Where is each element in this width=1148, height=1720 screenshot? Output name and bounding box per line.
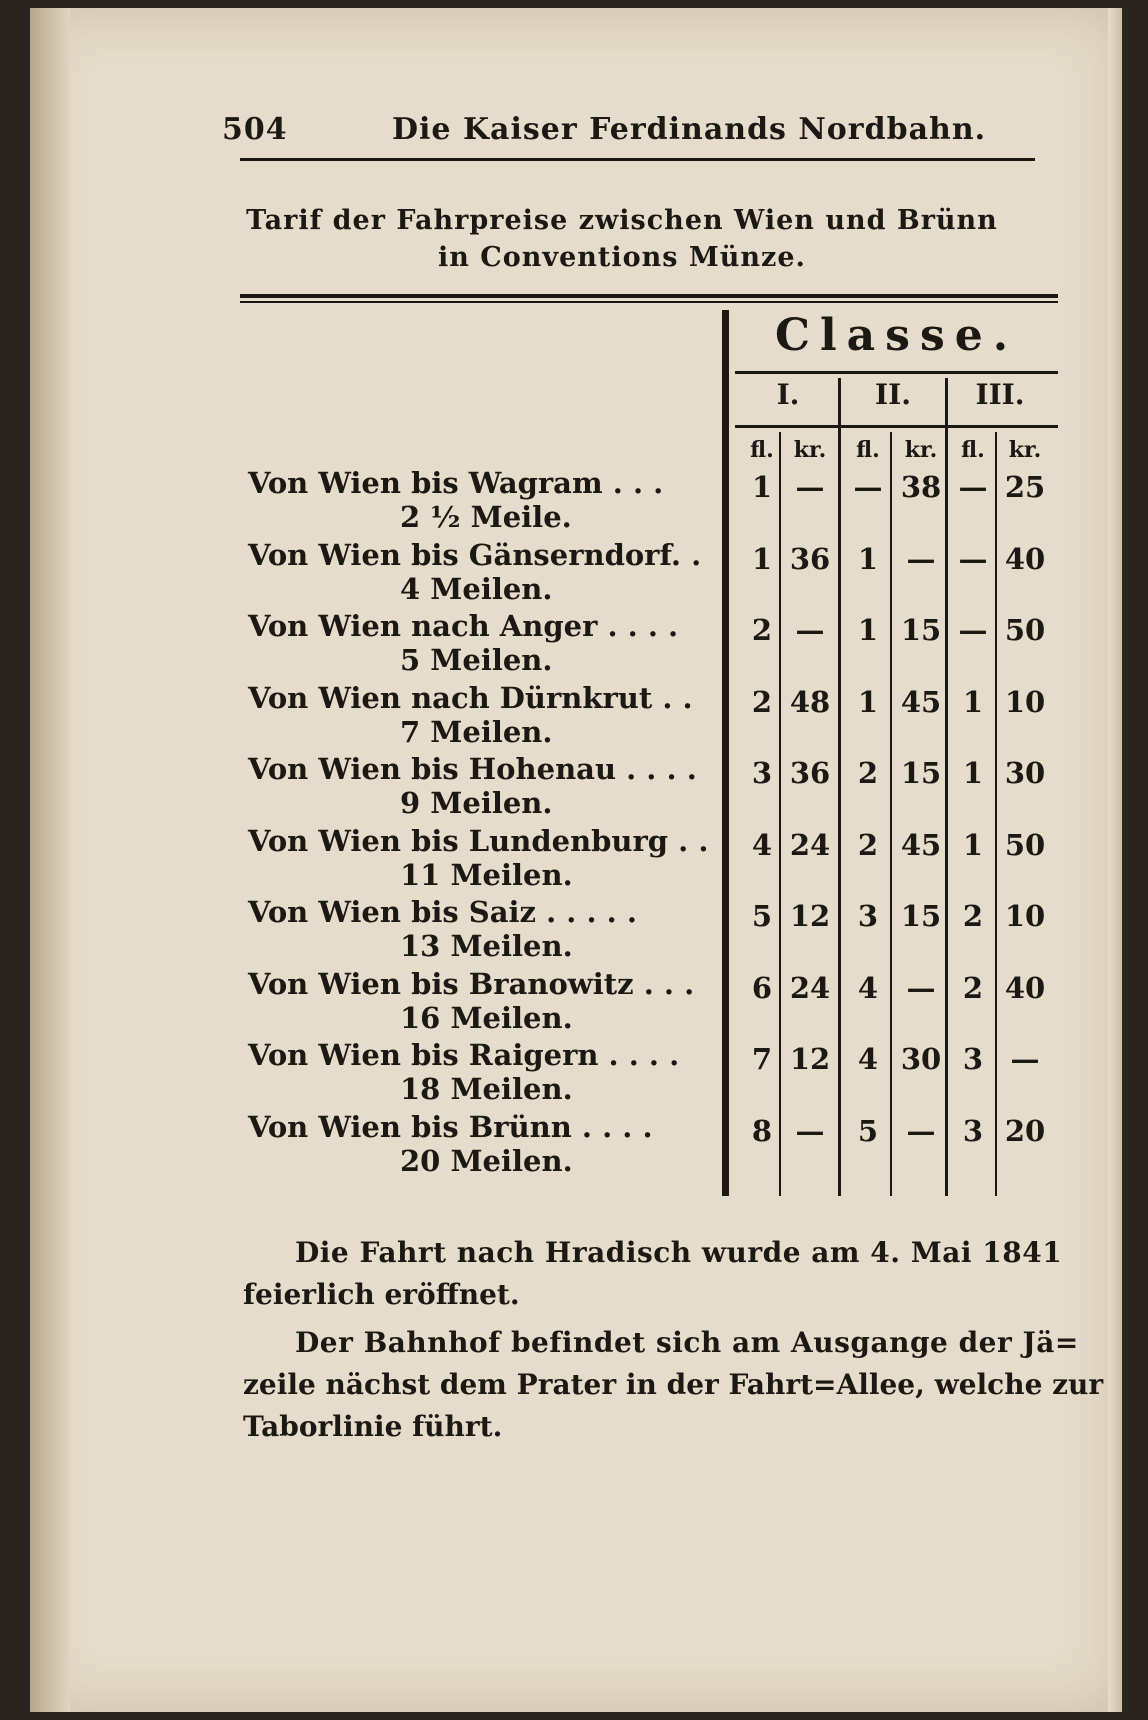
page-number: 504 — [222, 112, 288, 147]
route-distance: 20 Meilen. — [400, 1143, 573, 1178]
fare-cell: 15 — [900, 899, 942, 933]
fare-cell: 2 — [962, 970, 984, 1005]
text-line: Die Fahrt nach Hradisch wurde am 4. Mai 1841 — [295, 1236, 1063, 1269]
fare-cell: 45 — [900, 827, 942, 862]
fare-cell: — — [795, 613, 825, 647]
header-rule — [240, 158, 1035, 161]
classe-heading: Classe. — [774, 310, 1019, 361]
unit-header: kr. — [904, 437, 938, 463]
fare-cell: 3 — [857, 899, 879, 933]
fare-cell: — — [958, 613, 988, 647]
class-header-1: I. — [776, 378, 800, 411]
fare-cell: 2 — [857, 756, 879, 790]
fare-cell: — — [1010, 1042, 1040, 1076]
fare-cell: 10 — [1004, 899, 1046, 933]
fare-cell: 40 — [1004, 970, 1046, 1005]
fare-cell: — — [906, 541, 936, 576]
route-distance: 16 Meilen. — [400, 1000, 573, 1035]
unit-header: fl. — [856, 437, 880, 463]
route-name: Von Wien nach Dürnkrut . . — [248, 680, 693, 715]
table-top-rule-thick — [240, 294, 1058, 298]
fare-cell: 4 — [857, 1042, 879, 1076]
unit-header: kr. — [793, 437, 827, 463]
route-name: Von Wien bis Lundenburg . . — [248, 823, 709, 858]
fare-cell: 24 — [789, 827, 831, 862]
table-top-rule-thin — [240, 301, 1058, 303]
fare-cell: — — [958, 541, 988, 576]
fare-cell: 1 — [857, 541, 879, 576]
classe-underline — [735, 371, 1058, 374]
fare-cell: 3 — [962, 1042, 984, 1076]
class-header-2: II. — [875, 378, 911, 411]
fare-cell: 20 — [1004, 1113, 1046, 1148]
fare-cell: 1 — [962, 756, 984, 790]
route-distance: 9 Meilen. — [400, 786, 553, 820]
table-caption-line2: in Conventions Münze. — [438, 242, 806, 273]
text-line: Taborlinie führt. — [243, 1410, 503, 1443]
fare-cell: — — [795, 470, 825, 504]
fare-cell: — — [906, 1113, 936, 1148]
fare-cell: 40 — [1004, 541, 1046, 576]
fare-cell: — — [795, 1113, 825, 1148]
fare-cell: 1 — [857, 613, 879, 647]
route-name: Von Wien bis Saiz . . . . . — [248, 895, 637, 929]
route-name: Von Wien bis Raigern . . . . — [248, 1038, 680, 1072]
page-edge — [1108, 8, 1122, 1712]
route-distance: 11 Meilen. — [400, 857, 573, 892]
fare-cell: 5 — [857, 1113, 879, 1148]
fare-cell: 38 — [900, 470, 942, 504]
fare-cell: 24 — [789, 970, 831, 1005]
route-name: Von Wien bis Hohenau . . . . — [248, 752, 697, 786]
route-distance: 13 Meilen. — [400, 929, 573, 963]
route-name: Von Wien bis Brünn . . . . — [248, 1109, 653, 1144]
fare-cell: 25 — [1004, 470, 1046, 504]
fare-cell: 3 — [962, 1113, 984, 1148]
unit-header: fl. — [961, 437, 985, 463]
fare-cell: 15 — [900, 756, 942, 790]
roman-underline — [735, 425, 1058, 428]
route-name: Von Wien nach Anger . . . . — [248, 609, 679, 643]
route-distance: 2 ½ Meile. — [400, 500, 572, 534]
fare-cell: 1 — [962, 827, 984, 862]
fare-cell: 45 — [900, 684, 942, 719]
fare-cell: 10 — [1004, 684, 1046, 719]
text-line: zeile nächst dem Prater in der Fahrt=Allee, welche zur — [243, 1368, 1104, 1401]
fare-cell: 12 — [789, 899, 831, 933]
unit-header: kr. — [1008, 437, 1042, 463]
unit-header: fl. — [750, 437, 774, 463]
fare-cell: 50 — [1004, 827, 1046, 862]
paragraph-station — [243, 1322, 1104, 1448]
route-name: Von Wien bis Branowitz . . . — [248, 966, 695, 1001]
route-name: Von Wien bis Wagram . . . — [248, 466, 664, 500]
fare-cell: 5 — [751, 899, 773, 933]
fare-cell: 1 — [751, 470, 773, 504]
table-caption-line1: Tarif der Fahrpreise zwischen Wien und Brünn — [246, 205, 998, 236]
fare-cell: 30 — [1004, 756, 1046, 790]
fare-cell: 48 — [789, 684, 831, 719]
text-line: Der Bahnhof befindet sich am Ausgange der Jä= — [295, 1326, 1079, 1359]
fare-cell: 2 — [751, 684, 773, 719]
class-header-3: III. — [975, 378, 1025, 411]
fare-cell: — — [853, 470, 883, 504]
fare-cell: 8 — [751, 1113, 773, 1148]
fare-cell: 1 — [751, 541, 773, 576]
route-distance: 7 Meilen. — [400, 714, 553, 749]
fare-cell: 3 — [751, 756, 773, 790]
stub-column-rule — [722, 310, 729, 1196]
fare-cell: 15 — [900, 613, 942, 647]
fare-cell: 4 — [857, 970, 879, 1005]
route-distance: 18 Meilen. — [400, 1072, 573, 1106]
page-gutter — [30, 8, 70, 1712]
class-rule-1 — [838, 378, 841, 1196]
fare-cell: 1 — [857, 684, 879, 719]
fare-cell: 2 — [962, 899, 984, 933]
fare-cell: 7 — [751, 1042, 773, 1076]
route-distance: 4 Meilen. — [400, 571, 553, 606]
fare-cell: 36 — [789, 756, 831, 790]
running-title: Die Kaiser Ferdinands Nordbahn. — [392, 112, 987, 147]
text-line: feierlich eröffnet. — [243, 1278, 520, 1311]
route-name: Von Wien bis Gänserndorf. . — [248, 537, 702, 572]
paragraph-opening — [243, 1232, 1063, 1316]
fare-cell: 12 — [789, 1042, 831, 1076]
fare-cell: 1 — [962, 684, 984, 719]
fare-cell: — — [958, 470, 988, 504]
fare-cell: 2 — [857, 827, 879, 862]
fare-cell: 4 — [751, 827, 773, 862]
fare-cell: 6 — [751, 970, 773, 1005]
fare-cell: 2 — [751, 613, 773, 647]
fare-cell: 50 — [1004, 613, 1046, 647]
fare-cell: — — [906, 970, 936, 1005]
fare-cell: 30 — [900, 1042, 942, 1076]
route-distance: 5 Meilen. — [400, 643, 553, 677]
fare-cell: 36 — [789, 541, 831, 576]
